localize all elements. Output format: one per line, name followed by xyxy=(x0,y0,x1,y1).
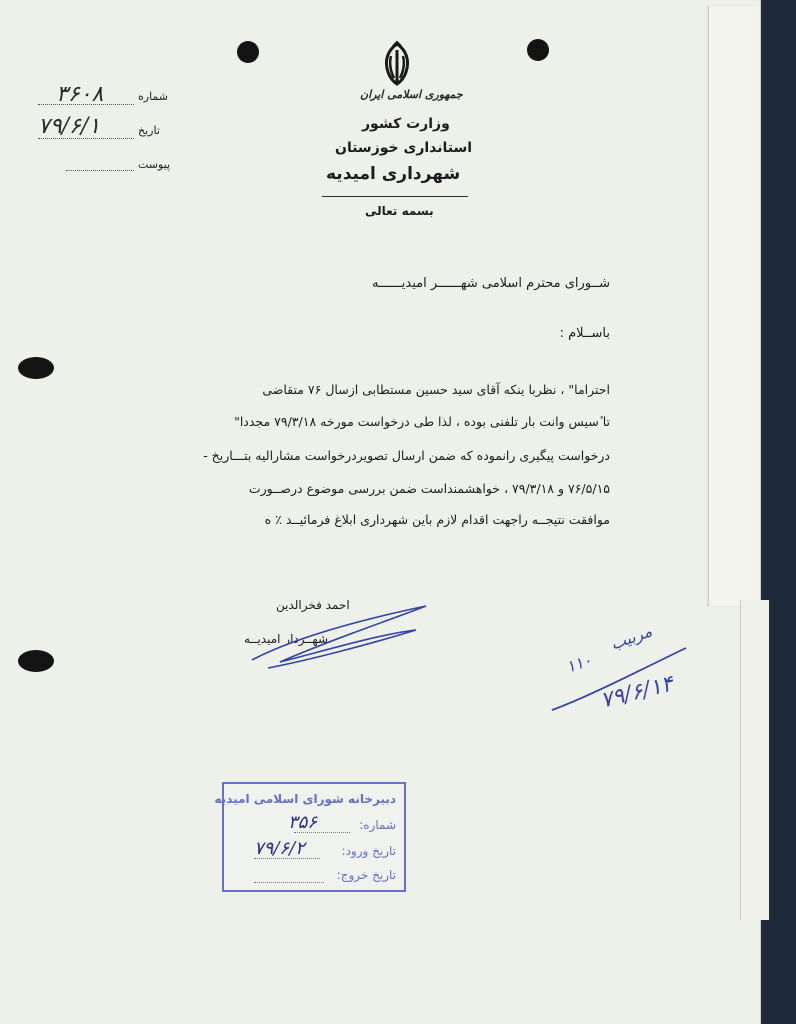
number-label: شماره xyxy=(138,90,169,103)
handwritten-note-line2: ۱۱۰ xyxy=(563,650,595,677)
stamp-exit-label: تاریخ خروج: xyxy=(336,868,396,882)
handwritten-note-line1: مربیب xyxy=(608,621,655,654)
greeting: باســلام : xyxy=(559,326,610,341)
punch-hole xyxy=(18,650,54,672)
number-value: ۳۶۰۸ xyxy=(56,82,104,107)
attachment-label: پیوست xyxy=(138,158,171,171)
stamp-title: دبیرخانه شورای اسلامی امیدیه xyxy=(214,792,396,806)
ministry-name: وزارت کشور xyxy=(362,116,450,132)
body-line: درخواست پیگیری رانموده که ضمن ارسال تصویردرخواست مشارالیه بتـــاریخ - xyxy=(203,448,610,463)
body-line: احتراما" ، نظربا ینکه آقای سید حسین مستطابی ازسال ۷۶ متقاضی xyxy=(262,382,610,397)
date-label: تاریخ xyxy=(138,124,160,137)
date-value: ۷۹/۶/۱ xyxy=(38,114,101,139)
stamp-number-value: ۳۵۶ xyxy=(288,812,318,833)
iran-emblem-icon xyxy=(374,40,420,88)
body-line: تا ٔسیس وانت بار تلفنی بوده ، لذا طی درخواست مورخه ۷۹/۳/۱۸ مجددا" xyxy=(234,414,610,429)
municipality-name: شهرداری امیدیه xyxy=(326,164,461,184)
stamp-number-label: شماره: xyxy=(359,818,396,832)
province-name: استانداری خوزستان xyxy=(335,140,473,156)
signer-name: احمد فخرالدین xyxy=(276,598,350,612)
attachment-dotted-line xyxy=(66,170,134,171)
body-line: موافقت نتیجــه راجهت اقدام لازم باین شهرداری ابلاغ فرمائیــد ٪ ه xyxy=(264,512,610,527)
header-divider xyxy=(322,196,468,197)
stamp-entry-label: تاریخ ورود: xyxy=(341,844,396,858)
recipient: شــورای محترم اسلامی شهــــــر امیدیــــــه xyxy=(371,276,610,291)
signature-scribble xyxy=(240,600,440,672)
folded-page-edge xyxy=(708,6,759,606)
punch-hole xyxy=(527,39,549,61)
secretariat-stamp xyxy=(214,782,406,892)
emblem-caption: جمهوری اسلامی ایران xyxy=(360,88,463,101)
handwritten-note-date: ۷۹/۶/۱۴ xyxy=(598,671,676,714)
invocation: بسمه تعالی xyxy=(365,204,434,218)
signer-title: شهــردار امیدیــه xyxy=(244,632,329,646)
stamp-entry-value: ۷۹/۶/۲ xyxy=(254,838,305,859)
body-line: ۷۶/۵/۱۵ و ۷۹/۳/۱۸ ، خواهشمنداست ضمن بررسی موضوع درصــورت xyxy=(248,481,610,496)
folded-page-edge-lower xyxy=(740,600,769,920)
punch-hole xyxy=(237,41,259,63)
punch-hole xyxy=(18,357,54,379)
stamp-exit-dots xyxy=(254,882,324,883)
